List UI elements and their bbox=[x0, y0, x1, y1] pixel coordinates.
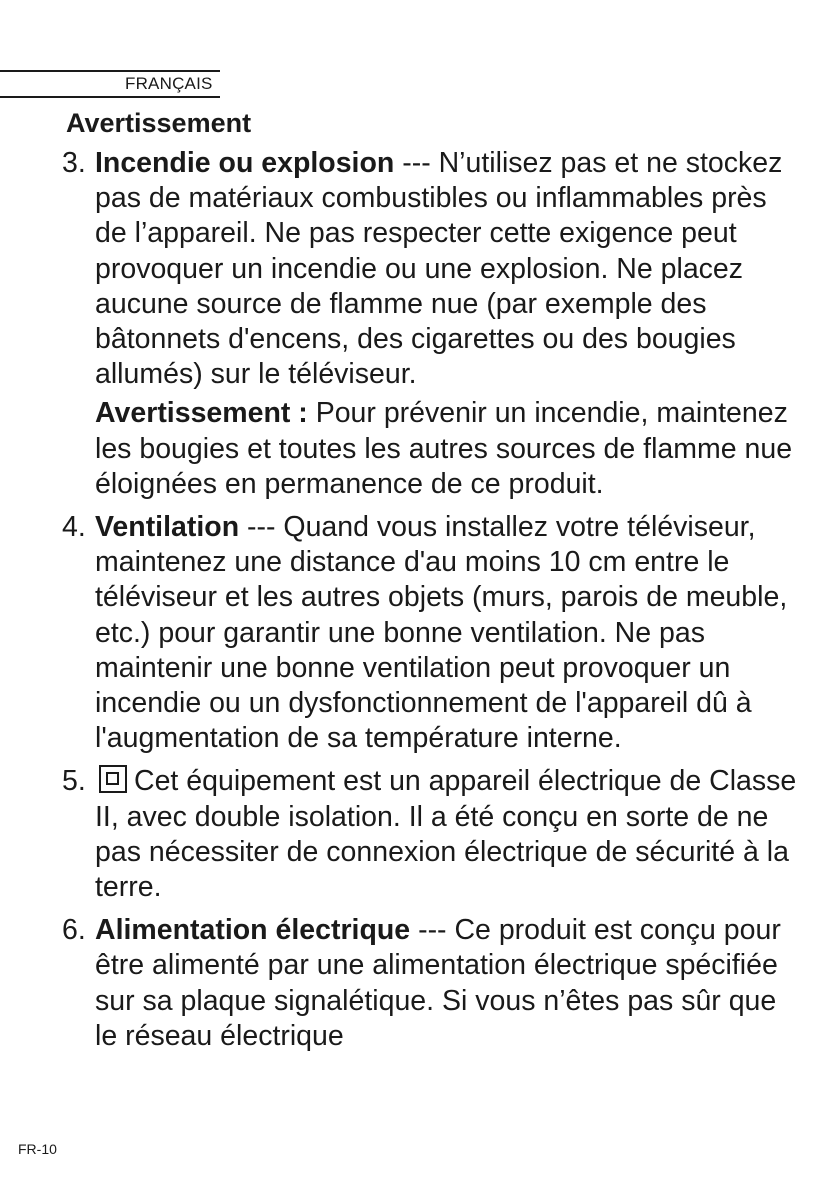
item-text: Cet équipement est un appareil électrique de Classe II, avec double isolation. Il a été conçu en sorte de ne pas nécessiter de connexion électrique de sécurité à la terre. bbox=[95, 765, 797, 904]
sub-warning-label: Avertissement : bbox=[95, 397, 308, 430]
item-paragraph bbox=[95, 913, 802, 1054]
language-label: FRANÇAIS bbox=[125, 74, 213, 93]
warning-item-power-supply bbox=[62, 913, 802, 1054]
warning-item-fire-explosion bbox=[62, 146, 802, 502]
item-heading: Alimentation électrique bbox=[95, 914, 411, 947]
item-paragraph bbox=[95, 764, 802, 905]
sub-warning-paragraph bbox=[95, 396, 802, 502]
item-number: 5. bbox=[62, 765, 86, 798]
item-text: --- Quand vous installez votre téléviseur, maintenez une distance d'au moins 10 cm entre le téléviseur et les autres objets (murs, parois de meuble, etc.) pour garantir une bonne ventilation. Ne pas maintenir une bonne ventilation peut provoquer un incendie ou un dysfonctionnement de l'appareil dû à l'augmentation de sa température interne. bbox=[95, 511, 788, 755]
item-heading: Incendie ou explosion bbox=[95, 147, 395, 179]
item-heading: Ventilation bbox=[95, 511, 240, 544]
item-number: 3. bbox=[62, 147, 86, 179]
warning-item-class-ii bbox=[62, 764, 802, 905]
sub-warning-text: Pour prévenir un incendie, maintenez les bougies et toutes les autres sources de flamme nue éloignées en permanence de ce produit. bbox=[95, 397, 793, 500]
item-number: 6. bbox=[62, 914, 86, 947]
item-paragraph bbox=[95, 146, 802, 392]
section-title: Avertissement bbox=[66, 108, 252, 138]
item-number: 4. bbox=[62, 511, 86, 544]
header-rule-bottom bbox=[0, 96, 220, 98]
warning-item-ventilation bbox=[62, 510, 802, 756]
item-paragraph bbox=[95, 510, 802, 756]
page-number: FR-10 bbox=[18, 1141, 57, 1157]
class-ii-double-insulation-icon bbox=[99, 765, 127, 793]
warning-list bbox=[62, 146, 802, 1062]
header-rule-top bbox=[0, 70, 220, 72]
item-text: --- N’utilisez pas et ne stockez pas de matériaux combustibles ou inflammables près de l’appareil. Ne pas respecter cette exigence peut provoquer un incendie ou une explosion. Ne placez aucune source de flamme nue (par exemple des bâtonnets d'encens, des cigarettes ou des bougies allumés) sur le téléviseur. bbox=[95, 147, 783, 391]
item-text: --- Ce produit est conçu pour être alimenté par une alimentation électrique spécifiée sur sa plaque signalétique. Si vous n’êtes pas sûr que le réseau électrique bbox=[95, 914, 781, 1052]
